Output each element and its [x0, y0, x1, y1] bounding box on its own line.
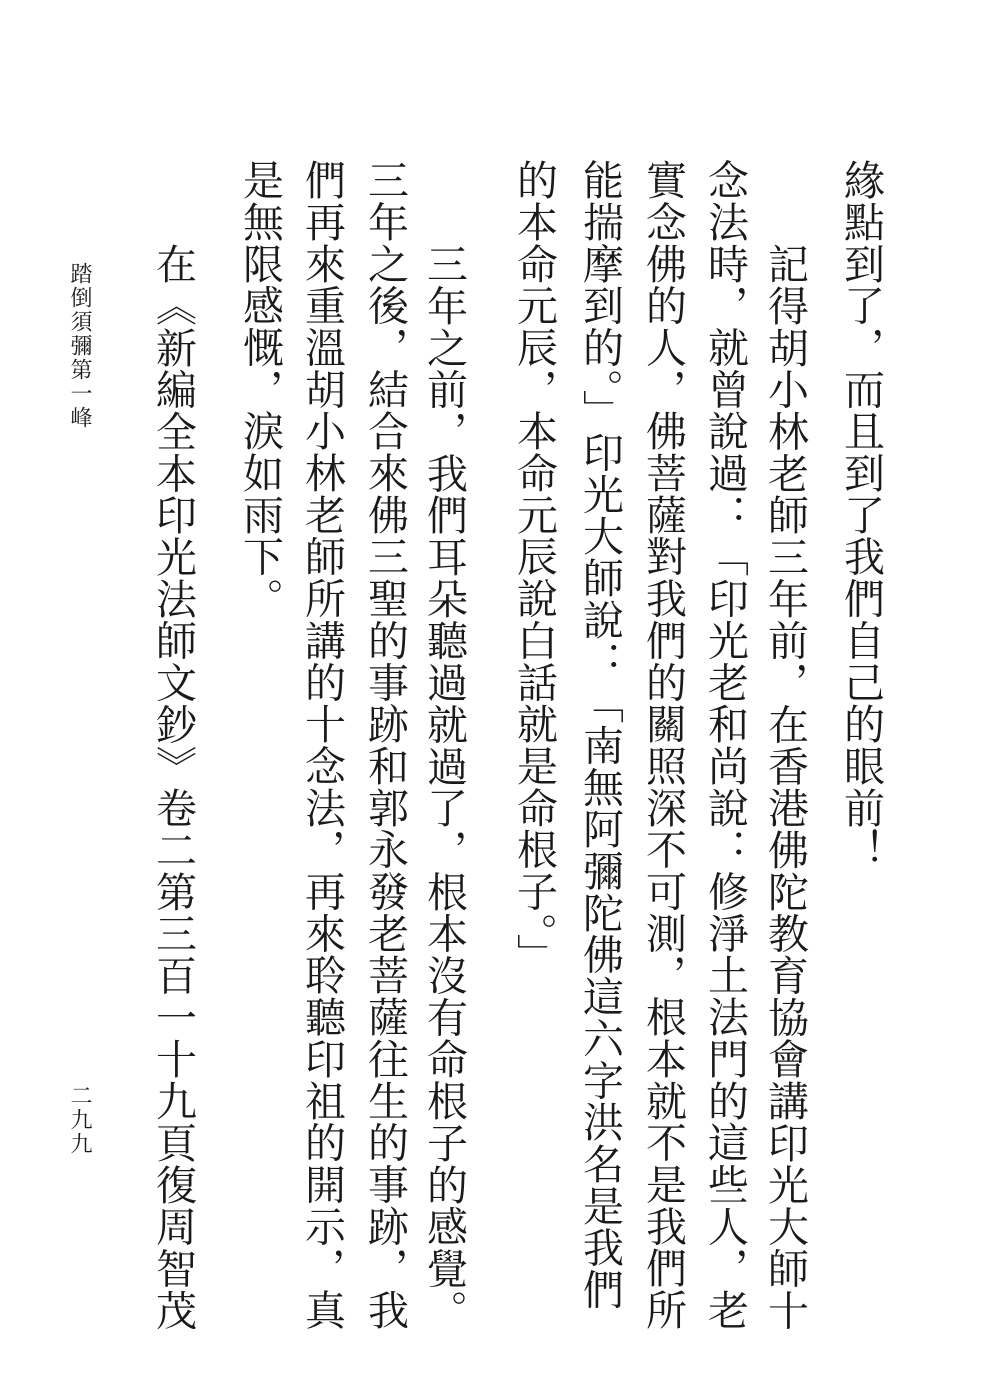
text-column-7: 三年之前，我們耳朵聽過就過了，根本沒有命根子的感覺。 [420, 243, 468, 1332]
text-column-3: 念法時，就曾說過：「印光老和尚說：修淨土法門的這些人，老 [701, 159, 749, 1331]
text-column-9: 們再來重溫胡小林老師所講的十念法，再來聆聽印祖的開示，真 [298, 159, 346, 1331]
text-column-8: 三年之後，結合來佛三聖的事跡和郭永發老菩薩往生的事跡，我 [361, 159, 409, 1331]
text-column-1: 緣點到了，而且到了我們自己的眼前！ [837, 159, 885, 871]
text-column-2: 記得胡小林老師三年前，在香港佛陀教育協會講印光大師十 [761, 243, 809, 1332]
text-column-11: 在《新編全本印光法師文鈔》卷二第三百一十九頁復周智茂 [149, 243, 197, 1332]
text-column-6: 的本命元辰，本命元辰說白話就是命根子。」 [510, 159, 558, 976]
running-head-title: 踏倒須彌第一峰 [67, 262, 92, 430]
page-number: 二九九 [67, 1084, 92, 1156]
text-column-5: 能揣摩到的。」印光大師說：「南無阿彌陀佛這六字洪名是我們 [576, 159, 624, 1311]
text-column-10: 是無限感慨，淚如雨下。 [236, 159, 284, 620]
text-column-4: 實念佛的人，佛菩薩對我們的關照深不可測，根本就不是我們所 [639, 159, 687, 1331]
